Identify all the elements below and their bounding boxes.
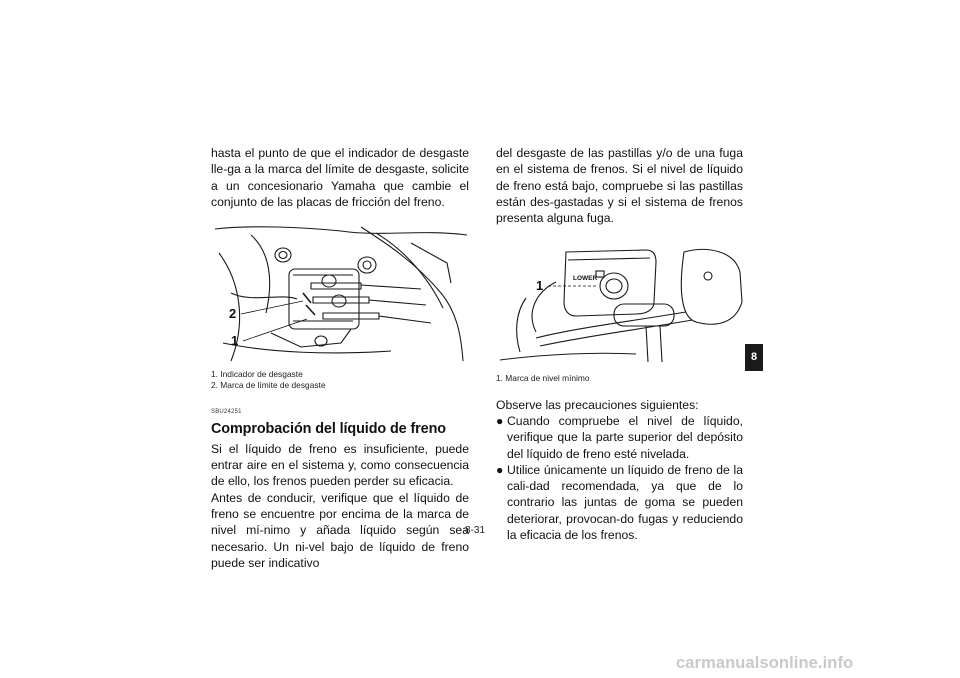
caption-item-2: 2. Marca de límite de desgaste <box>211 380 326 391</box>
brake-reservoir-illustration <box>496 242 743 367</box>
lower-mark-label: LOWER <box>573 275 598 283</box>
right-figure-caption: 1. Marca de nivel mínimo <box>496 373 590 384</box>
watermark: carmanualsonline.info <box>676 654 854 672</box>
left-figure-caption <box>211 369 469 391</box>
bullet-item-1 <box>496 413 743 462</box>
bullet-text-1: Cuando compruebe el nivel de líquido, verifique que la parte superior del depósito del líquido de freno esté nivelada. <box>507 413 743 461</box>
brake-caliper-illustration <box>211 223 469 363</box>
precautions-intro: Observe las precauciones siguientes: <box>496 397 699 412</box>
left-column <box>211 145 469 571</box>
left-paragraph-1: hasta el punto de que el indicador de desgaste lle-ga a la marca del límite de desgaste, solicite a un concesionario Yamaha que cambie el conjunto de las placas de fricción del freno. <box>211 146 469 209</box>
right-column <box>496 145 743 543</box>
callout-2: 2 <box>229 306 237 322</box>
right-paragraph-1: del desgaste de las pastillas y/o de una fuga en el sistema de frenos. Si el nivel de líquido de freno está bajo, compruebe si las pastillas están des-gastadas y si el sistema de frenos presenta alguna fuga. <box>496 146 743 226</box>
bullet-text-2: Utilice únicamente un líquido de freno de la cali-dad recomendada, ya que de lo contrario las juntas de goma se pueden deteriorar, provocan-do fugas y reduciendo la eficacia de los frenos. <box>507 462 743 543</box>
chapter-tab: 8 <box>745 344 763 371</box>
callout-1: 1 <box>231 333 239 349</box>
brake-wear-indicator-figure <box>211 223 469 363</box>
section-heading: Comprobación del líquido de freno <box>211 420 446 437</box>
brake-fluid-reservoir-figure <box>496 242 743 367</box>
page-number: 8-31 <box>465 525 486 536</box>
left-paragraph-3: Antes de conducir, verifique que el líquido de freno se encuentre por encima de la marca de nivel mí-nimo y añada líquido según sea necesario. Un ni-vel bajo de líquido de freno puede ser indicativo <box>211 490 469 570</box>
left-paragraph-2: Si el líquido de freno es insuficiente, puede entrar aire en el sistema y, como consecuencia de ello, los frenos pueden perder su eficacia. <box>211 441 469 489</box>
section-code: SBU24251 <box>211 408 242 415</box>
bullet-icon: ● <box>496 462 504 477</box>
bullet-item-2 <box>496 462 743 543</box>
caption-item-1: 1. Indicador de desgaste <box>211 369 303 380</box>
callout-1-lower: 1 <box>536 278 544 294</box>
bullet-icon: ● <box>496 413 504 428</box>
